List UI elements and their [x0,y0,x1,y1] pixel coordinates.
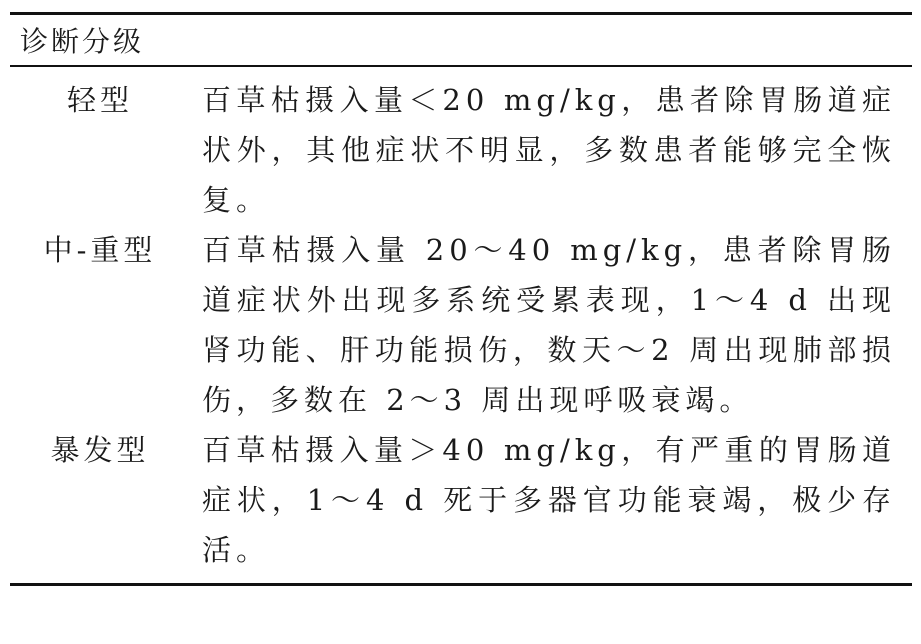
grade-name-moderate-severe: 中-重型 [43,233,157,267]
table-row-mild [10,75,912,225]
table-row-moderate-severe [10,225,912,425]
table-body [10,67,912,583]
grade-description-moderate-severe: 百草枯摄入量 20～40 mg/kg，患者除胃肠道症状外出现多系统受累表现，1～4 d 出现肾功能、肝功能损伤，数天～2 周出现肺部损伤，多数在 2～3 周出现呼吸衰竭。 [202,233,896,417]
grade-name-fulminant: 暴发型 [50,433,150,467]
diagnosis-grading-table [10,12,912,586]
grade-name-mild: 轻型 [66,83,133,117]
bottom-rule [10,583,912,586]
table-row-fulminant [10,425,912,575]
grade-description-fulminant: 百草枯摄入量＞40 mg/kg，有严重的胃肠道症状，1～4 d 死于多器官功能衰竭，极少存活。 [202,433,896,567]
table-header [10,15,912,65]
grade-description-mild: 百草枯摄入量＜20 mg/kg，患者除胃肠道症状外，其他症状不明显，多数患者能够完全恢复。 [202,83,896,217]
header-label: 诊断分级 [20,25,145,58]
